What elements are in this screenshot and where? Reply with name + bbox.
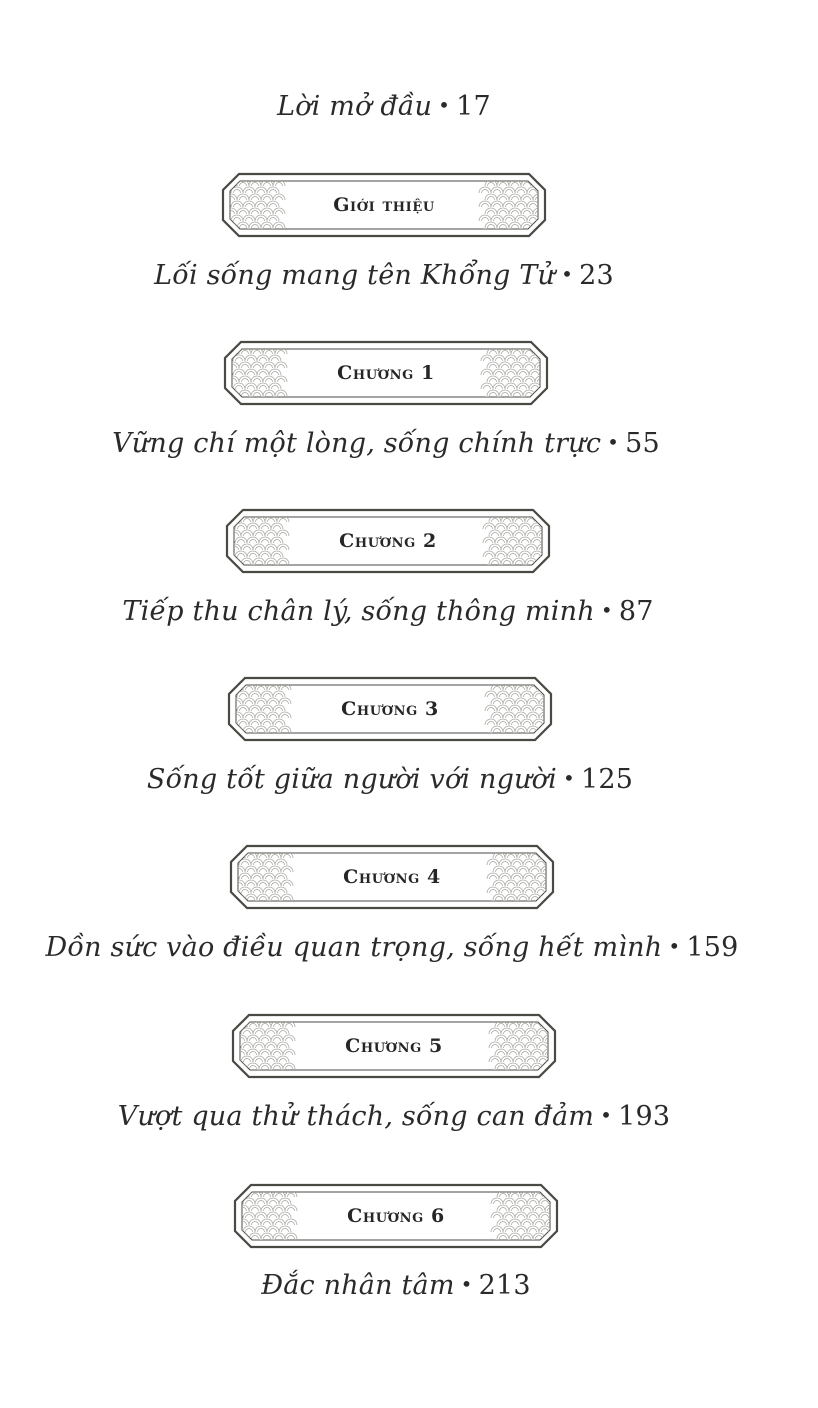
toc-entry-page: 193	[618, 1101, 671, 1132]
chapter-banner-2	[225, 508, 551, 574]
chapter-banner-1	[223, 340, 549, 406]
bullet-separator: •	[600, 1103, 613, 1127]
toc-entry-title: Tiếp thu chân lý, sống thông minh	[122, 596, 595, 627]
toc-entry-page: 17	[456, 91, 491, 122]
chapter-banner-6	[233, 1183, 559, 1249]
bullet-separator: •	[561, 262, 574, 286]
chapter-label: Chương 6	[347, 1205, 445, 1227]
toc-entry-title: Sống tốt giữa người với người	[146, 764, 557, 795]
toc-entry-3[interactable]	[147, 761, 633, 797]
toc-entry-title: Đắc nhân tâm	[261, 1270, 455, 1301]
toc-entry-2[interactable]	[122, 593, 653, 629]
toc-entry-4[interactable]	[46, 929, 739, 965]
toc-entry-page: 159	[686, 932, 739, 963]
toc-entry-1[interactable]	[112, 425, 660, 461]
toc-entry-title: Lời mở đầu	[277, 91, 433, 122]
toc-entry-page: 125	[580, 764, 634, 795]
toc-entry-5[interactable]	[118, 1098, 671, 1134]
toc-entry-page: 213	[478, 1270, 531, 1301]
chapter-banner-3	[227, 676, 553, 742]
toc-entry-title: Lối sống mang tên Khổng Tử	[154, 260, 556, 291]
bullet-separator: •	[668, 934, 681, 958]
bullet-separator: •	[600, 598, 613, 622]
chapter-banner-4	[229, 844, 555, 910]
chapter-banner-intro	[221, 172, 547, 238]
chapter-label: Chương 4	[343, 866, 441, 888]
toc-entry-page: 55	[625, 428, 660, 459]
chapter-banner-5	[231, 1013, 557, 1079]
toc-entry-intro[interactable]	[277, 88, 491, 124]
chapter-label: Chương 1	[337, 362, 435, 384]
chapter-label: Chương 3	[341, 698, 439, 720]
bullet-separator: •	[460, 1272, 473, 1296]
toc-entry-title: Vượt qua thử thách, sống can đảm	[117, 1101, 595, 1132]
toc-entry-0[interactable]	[154, 257, 614, 293]
chapter-label: Chương 5	[345, 1035, 443, 1057]
toc-entry-page: 23	[579, 260, 614, 291]
toc-entry-page: 87	[618, 596, 654, 627]
toc-entry-6[interactable]	[261, 1267, 531, 1303]
chapter-label: Chương 2	[339, 530, 437, 552]
toc-entry-title: Vững chí một lòng, sống chính trực	[112, 428, 602, 459]
chapter-label: Giới thiệu	[333, 194, 435, 216]
bullet-separator: •	[607, 430, 620, 454]
bullet-separator: •	[438, 93, 451, 117]
toc-entry-title: Dồn sức vào điều quan trọng, sống hết mình	[45, 932, 663, 963]
bullet-separator: •	[562, 766, 575, 790]
